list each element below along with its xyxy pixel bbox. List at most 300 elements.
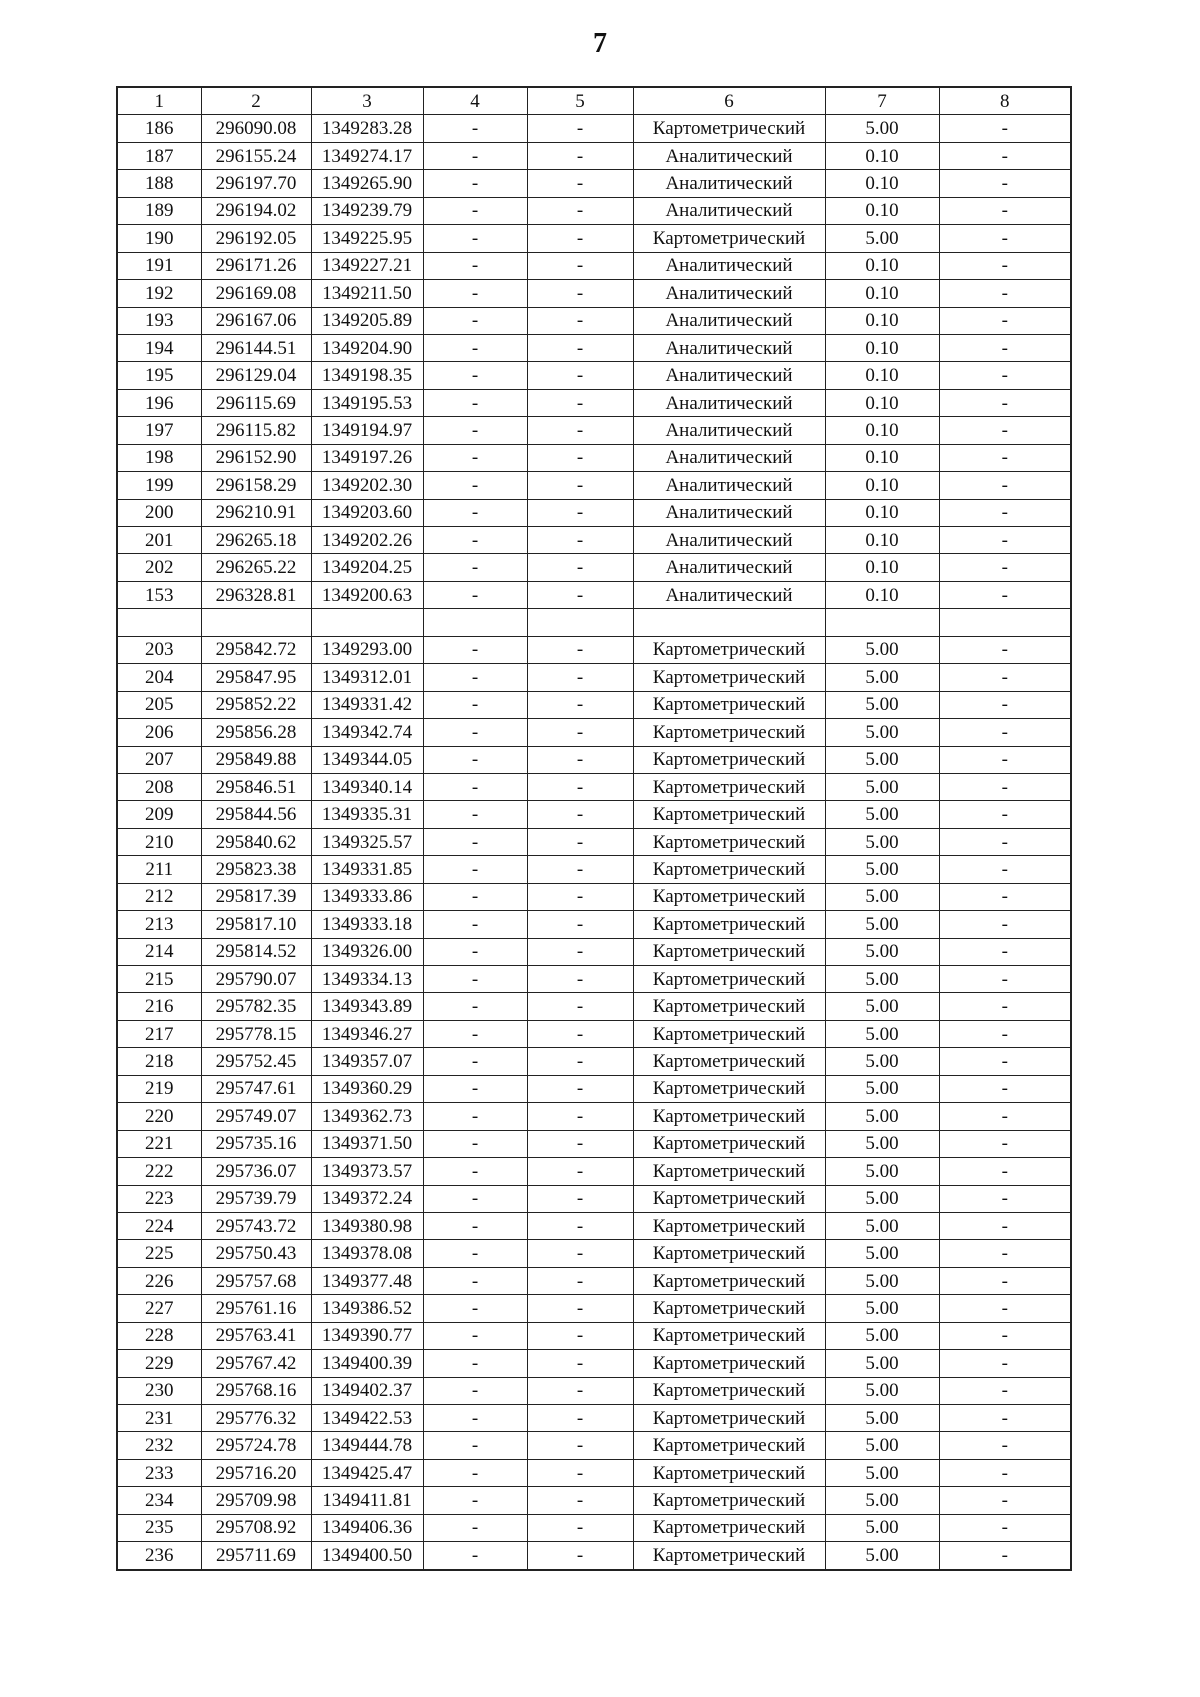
cell-accuracy: 5.00	[825, 1405, 939, 1432]
cell-col-4: -	[423, 170, 527, 197]
cell-x-coordinate: 296265.22	[201, 554, 311, 581]
cell-x-coordinate: 296167.06	[201, 307, 311, 334]
cell-col-4: -	[423, 444, 527, 471]
cell-col-4: -	[423, 499, 527, 526]
cell-col-4: -	[423, 1185, 527, 1212]
cell-y-coordinate: 1349197.26	[311, 444, 423, 471]
cell-x-coordinate: 295852.22	[201, 691, 311, 718]
cell-col-5: -	[527, 911, 633, 938]
cell-point-number: 197	[117, 417, 201, 444]
cell-col-5: -	[527, 1185, 633, 1212]
cell-y-coordinate: 1349202.26	[311, 527, 423, 554]
cell-method: Аналитический	[633, 252, 825, 279]
cell-col-8: -	[939, 1048, 1071, 1075]
cell-col-8: -	[939, 115, 1071, 142]
cell-x-coordinate: 295739.79	[201, 1185, 311, 1212]
cell-method: Аналитический	[633, 307, 825, 334]
cell-method: Картометрический	[633, 1020, 825, 1047]
cell-method: Картометрический	[633, 1185, 825, 1212]
cell-point-number: 233	[117, 1459, 201, 1486]
cell-point-number: 234	[117, 1487, 201, 1514]
cell-method: Картометрический	[633, 719, 825, 746]
cell-method: Картометрический	[633, 1350, 825, 1377]
table-row	[117, 472, 1071, 499]
cell-method: Аналитический	[633, 417, 825, 444]
cell-y-coordinate: 1349211.50	[311, 280, 423, 307]
cell-col-4: -	[423, 773, 527, 800]
cell-accuracy: 5.00	[825, 1158, 939, 1185]
cell-method: Картометрический	[633, 1048, 825, 1075]
cell-x-coordinate: 295817.10	[201, 911, 311, 938]
cell-col-5: -	[527, 856, 633, 883]
cell-y-coordinate: 1349326.00	[311, 938, 423, 965]
cell-point-number: 186	[117, 115, 201, 142]
cell-accuracy: 5.00	[825, 1267, 939, 1294]
cell-col-8: -	[939, 883, 1071, 910]
cell-col-5: -	[527, 664, 633, 691]
cell-col-8: -	[939, 719, 1071, 746]
cell-col-5: -	[527, 1103, 633, 1130]
cell-col-4: -	[423, 1322, 527, 1349]
cell-accuracy: 5.00	[825, 1542, 939, 1570]
cell-accuracy: 5.00	[825, 1212, 939, 1239]
cell-col-4: -	[423, 993, 527, 1020]
table-row	[117, 444, 1071, 471]
cell-method: Картометрический	[633, 1212, 825, 1239]
column-header-6: 6	[633, 87, 825, 115]
cell-col-5: -	[527, 252, 633, 279]
cell-accuracy: 0.10	[825, 581, 939, 608]
cell-point-number: 223	[117, 1185, 201, 1212]
cell-col-8: -	[939, 938, 1071, 965]
cell-col-5: -	[527, 1322, 633, 1349]
cell-y-coordinate: 1349400.39	[311, 1350, 423, 1377]
table-row	[117, 746, 1071, 773]
table-row	[117, 1322, 1071, 1349]
cell-col-4: -	[423, 966, 527, 993]
column-header-1: 1	[117, 87, 201, 115]
cell-y-coordinate: 1349333.86	[311, 883, 423, 910]
cell-col-8: -	[939, 636, 1071, 663]
table-row	[117, 1432, 1071, 1459]
cell-col-8: -	[939, 170, 1071, 197]
cell-col-4: -	[423, 938, 527, 965]
cell-y-coordinate: 1349225.95	[311, 225, 423, 252]
cell-x-coordinate: 295749.07	[201, 1103, 311, 1130]
cell-x-coordinate: 295776.32	[201, 1405, 311, 1432]
cell-point-number: 200	[117, 499, 201, 526]
cell-col-4: -	[423, 636, 527, 663]
cell-x-coordinate: 295814.52	[201, 938, 311, 965]
cell-method: Картометрический	[633, 1459, 825, 1486]
cell-col-8: -	[939, 1322, 1071, 1349]
cell-y-coordinate: 1349293.00	[311, 636, 423, 663]
cell-x-coordinate: 296152.90	[201, 444, 311, 471]
table-row	[117, 993, 1071, 1020]
cell-col-4: -	[423, 1267, 527, 1294]
cell-accuracy: 5.00	[825, 1377, 939, 1404]
table-row	[117, 1158, 1071, 1185]
cell-accuracy: 0.10	[825, 362, 939, 389]
cell-col-4: -	[423, 252, 527, 279]
cell-col-4: -	[423, 307, 527, 334]
cell-method: Картометрический	[633, 636, 825, 663]
cell-method: Картометрический	[633, 801, 825, 828]
cell-x-coordinate: 296265.18	[201, 527, 311, 554]
table-row	[117, 636, 1071, 663]
cell-point-number: 198	[117, 444, 201, 471]
cell-col-5: -	[527, 307, 633, 334]
cell-point-number	[117, 609, 201, 636]
cell-x-coordinate: 296197.70	[201, 170, 311, 197]
table-row	[117, 1075, 1071, 1102]
table-row	[117, 938, 1071, 965]
cell-point-number: 235	[117, 1514, 201, 1541]
cell-col-8: -	[939, 334, 1071, 361]
cell-method: Аналитический	[633, 142, 825, 169]
cell-x-coordinate: 295844.56	[201, 801, 311, 828]
cell-y-coordinate: 1349371.50	[311, 1130, 423, 1157]
cell-x-coordinate: 296144.51	[201, 334, 311, 361]
cell-col-5: -	[527, 1020, 633, 1047]
cell-method: Аналитический	[633, 197, 825, 224]
cell-col-8: -	[939, 1212, 1071, 1239]
table-row	[117, 115, 1071, 142]
cell-col-8: -	[939, 911, 1071, 938]
cell-col-5: -	[527, 225, 633, 252]
cell-x-coordinate: 296192.05	[201, 225, 311, 252]
cell-x-coordinate: 295736.07	[201, 1158, 311, 1185]
cell-accuracy: 0.10	[825, 472, 939, 499]
cell-col-8: -	[939, 280, 1071, 307]
cell-col-8: -	[939, 1103, 1071, 1130]
cell-accuracy: 5.00	[825, 225, 939, 252]
cell-y-coordinate: 1349343.89	[311, 993, 423, 1020]
cell-x-coordinate: 296115.82	[201, 417, 311, 444]
cell-x-coordinate: 296090.08	[201, 115, 311, 142]
cell-accuracy: 0.10	[825, 280, 939, 307]
cell-method: Картометрический	[633, 664, 825, 691]
cell-col-5: -	[527, 581, 633, 608]
cell-point-number: 225	[117, 1240, 201, 1267]
cell-y-coordinate: 1349203.60	[311, 499, 423, 526]
cell-col-4: -	[423, 1377, 527, 1404]
cell-x-coordinate: 295757.68	[201, 1267, 311, 1294]
cell-point-number: 153	[117, 581, 201, 608]
table-row	[117, 142, 1071, 169]
cell-col-8: -	[939, 197, 1071, 224]
cell-x-coordinate: 295761.16	[201, 1295, 311, 1322]
cell-col-8: -	[939, 362, 1071, 389]
cell-col-8: -	[939, 417, 1071, 444]
cell-col-5: -	[527, 280, 633, 307]
cell-col-4: -	[423, 1405, 527, 1432]
cell-col-4: -	[423, 1295, 527, 1322]
cell-x-coordinate: 295747.61	[201, 1075, 311, 1102]
cell-accuracy: 5.00	[825, 719, 939, 746]
cell-point-number: 195	[117, 362, 201, 389]
cell-accuracy: 5.00	[825, 1103, 939, 1130]
table-row	[117, 1267, 1071, 1294]
cell-y-coordinate: 1349342.74	[311, 719, 423, 746]
cell-accuracy: 5.00	[825, 1020, 939, 1047]
cell-col-5: -	[527, 334, 633, 361]
cell-col-8: -	[939, 1350, 1071, 1377]
table-row	[117, 417, 1071, 444]
cell-point-number: 216	[117, 993, 201, 1020]
cell-col-8: -	[939, 307, 1071, 334]
cell-col-8: -	[939, 773, 1071, 800]
cell-method: Картометрический	[633, 1075, 825, 1102]
cell-col-8: -	[939, 746, 1071, 773]
cell-col-4: -	[423, 472, 527, 499]
cell-col-4: -	[423, 1212, 527, 1239]
cell-col-5: -	[527, 1267, 633, 1294]
cell-x-coordinate: 295778.15	[201, 1020, 311, 1047]
column-header-2: 2	[201, 87, 311, 115]
cell-accuracy: 5.00	[825, 993, 939, 1020]
cell-point-number: 191	[117, 252, 201, 279]
cell-col-8: -	[939, 993, 1071, 1020]
cell-x-coordinate: 296115.69	[201, 389, 311, 416]
table-row	[117, 1020, 1071, 1047]
cell-method: Картометрический	[633, 1240, 825, 1267]
cell-point-number: 207	[117, 746, 201, 773]
cell-col-5: -	[527, 389, 633, 416]
table-row	[117, 252, 1071, 279]
cell-method: Картометрический	[633, 966, 825, 993]
cell-x-coordinate: 295711.69	[201, 1542, 311, 1570]
table-row	[117, 1048, 1071, 1075]
table-row	[117, 911, 1071, 938]
cell-col-5: -	[527, 636, 633, 663]
cell-y-coordinate: 1349400.50	[311, 1542, 423, 1570]
cell-x-coordinate: 295823.38	[201, 856, 311, 883]
cell-col-4: -	[423, 1350, 527, 1377]
cell-col-4: -	[423, 1459, 527, 1486]
cell-method: Аналитический	[633, 389, 825, 416]
cell-method: Картометрический	[633, 746, 825, 773]
table-row	[117, 883, 1071, 910]
table-row	[117, 1130, 1071, 1157]
cell-point-number: 189	[117, 197, 201, 224]
cell-accuracy: 5.00	[825, 911, 939, 938]
cell-col-8: -	[939, 1542, 1071, 1570]
cell-col-4: -	[423, 225, 527, 252]
cell-y-coordinate: 1349402.37	[311, 1377, 423, 1404]
table-row	[117, 334, 1071, 361]
cell-col-8: -	[939, 1267, 1071, 1294]
cell-col-8: -	[939, 664, 1071, 691]
cell-point-number: 209	[117, 801, 201, 828]
cell-col-4: -	[423, 1542, 527, 1570]
cell-y-coordinate: 1349325.57	[311, 828, 423, 855]
table-header-row	[117, 87, 1071, 115]
cell-accuracy: 5.00	[825, 115, 939, 142]
cell-col-5: -	[527, 1459, 633, 1486]
cell-col-5: -	[527, 1075, 633, 1102]
cell-method: Аналитический	[633, 499, 825, 526]
cell-point-number: 212	[117, 883, 201, 910]
cell-x-coordinate: 295763.41	[201, 1322, 311, 1349]
cell-x-coordinate: 296194.02	[201, 197, 311, 224]
cell-col-4: -	[423, 1432, 527, 1459]
coordinates-table	[116, 86, 1072, 1571]
cell-method: Картометрический	[633, 1514, 825, 1541]
cell-accuracy: 5.00	[825, 1350, 939, 1377]
table-row	[117, 307, 1071, 334]
cell-y-coordinate: 1349422.53	[311, 1405, 423, 1432]
cell-accuracy: 5.00	[825, 1048, 939, 1075]
cell-col-5: -	[527, 115, 633, 142]
cell-y-coordinate: 1349194.97	[311, 417, 423, 444]
cell-col-5: -	[527, 170, 633, 197]
cell-point-number: 215	[117, 966, 201, 993]
cell-accuracy: 5.00	[825, 938, 939, 965]
cell-y-coordinate: 1349200.63	[311, 581, 423, 608]
cell-col-5: -	[527, 1048, 633, 1075]
cell-accuracy: 5.00	[825, 883, 939, 910]
cell-y-coordinate: 1349227.21	[311, 252, 423, 279]
cell-accuracy: 5.00	[825, 1322, 939, 1349]
cell-method: Картометрический	[633, 1322, 825, 1349]
cell-col-5: -	[527, 883, 633, 910]
table-row	[117, 527, 1071, 554]
cell-x-coordinate: 295767.42	[201, 1350, 311, 1377]
cell-point-number: 188	[117, 170, 201, 197]
cell-point-number: 221	[117, 1130, 201, 1157]
cell-accuracy: 5.00	[825, 1240, 939, 1267]
column-header-5: 5	[527, 87, 633, 115]
cell-y-coordinate: 1349204.90	[311, 334, 423, 361]
cell-accuracy: 0.10	[825, 389, 939, 416]
table-row	[117, 719, 1071, 746]
cell-accuracy: 5.00	[825, 1432, 939, 1459]
table-row	[117, 170, 1071, 197]
cell-accuracy: 5.00	[825, 1514, 939, 1541]
table-row	[117, 691, 1071, 718]
cell-col-8: -	[939, 554, 1071, 581]
table-row	[117, 1377, 1071, 1404]
cell-accuracy: 5.00	[825, 1185, 939, 1212]
cell-accuracy: 0.10	[825, 554, 939, 581]
cell-y-coordinate: 1349386.52	[311, 1295, 423, 1322]
cell-y-coordinate: 1349265.90	[311, 170, 423, 197]
cell-col-5: -	[527, 1514, 633, 1541]
cell-y-coordinate: 1349411.81	[311, 1487, 423, 1514]
page-number: 7	[593, 28, 607, 59]
cell-col-4: -	[423, 554, 527, 581]
cell-point-number: 204	[117, 664, 201, 691]
cell-col-4: -	[423, 362, 527, 389]
cell-point-number: 190	[117, 225, 201, 252]
cell-point-number: 219	[117, 1075, 201, 1102]
cell-method: Аналитический	[633, 280, 825, 307]
cell-col-5: -	[527, 1542, 633, 1570]
cell-col-5: -	[527, 966, 633, 993]
table-row	[117, 1459, 1071, 1486]
cell-accuracy: 5.00	[825, 1459, 939, 1486]
cell-accuracy: 0.10	[825, 252, 939, 279]
cell-y-coordinate: 1349204.25	[311, 554, 423, 581]
table-body	[117, 87, 1071, 1570]
cell-method: Аналитический	[633, 170, 825, 197]
cell-col-4: -	[423, 691, 527, 718]
cell-x-coordinate: 295708.92	[201, 1514, 311, 1541]
cell-x-coordinate: 295768.16	[201, 1377, 311, 1404]
cell-col-8: -	[939, 444, 1071, 471]
cell-x-coordinate: 296328.81	[201, 581, 311, 608]
table-row	[117, 1542, 1071, 1570]
cell-col-8	[939, 609, 1071, 636]
cell-col-5: -	[527, 472, 633, 499]
cell-point-number: 211	[117, 856, 201, 883]
cell-col-5: -	[527, 938, 633, 965]
cell-col-4: -	[423, 856, 527, 883]
cell-y-coordinate: 1349202.30	[311, 472, 423, 499]
cell-point-number: 214	[117, 938, 201, 965]
cell-point-number: 227	[117, 1295, 201, 1322]
cell-col-4: -	[423, 883, 527, 910]
cell-col-5: -	[527, 1158, 633, 1185]
cell-x-coordinate: 295849.88	[201, 746, 311, 773]
cell-method: Картометрический	[633, 115, 825, 142]
cell-col-5: -	[527, 719, 633, 746]
cell-col-5: -	[527, 417, 633, 444]
cell-col-8: -	[939, 1158, 1071, 1185]
cell-col-5: -	[527, 1405, 633, 1432]
cell-point-number: 187	[117, 142, 201, 169]
cell-point-number: 236	[117, 1542, 201, 1570]
cell-accuracy: 0.10	[825, 417, 939, 444]
cell-x-coordinate: 295716.20	[201, 1459, 311, 1486]
cell-point-number: 218	[117, 1048, 201, 1075]
cell-col-8: -	[939, 472, 1071, 499]
cell-method: Картометрический	[633, 1103, 825, 1130]
cell-point-number: 194	[117, 334, 201, 361]
cell-y-coordinate: 1349333.18	[311, 911, 423, 938]
cell-col-5: -	[527, 1295, 633, 1322]
cell-method: Картометрический	[633, 883, 825, 910]
cell-col-4: -	[423, 115, 527, 142]
cell-col-4: -	[423, 1487, 527, 1514]
cell-method: Картометрический	[633, 1487, 825, 1514]
cell-point-number: 228	[117, 1322, 201, 1349]
cell-x-coordinate: 295840.62	[201, 828, 311, 855]
cell-col-4: -	[423, 1514, 527, 1541]
cell-x-coordinate: 296129.04	[201, 362, 311, 389]
cell-x-coordinate: 295735.16	[201, 1130, 311, 1157]
cell-accuracy: 5.00	[825, 966, 939, 993]
table-row	[117, 1514, 1071, 1541]
cell-col-8: -	[939, 581, 1071, 608]
cell-col-5: -	[527, 801, 633, 828]
cell-accuracy: 5.00	[825, 1487, 939, 1514]
cell-y-coordinate: 1349331.85	[311, 856, 423, 883]
cell-method: Картометрический	[633, 911, 825, 938]
cell-y-coordinate: 1349380.98	[311, 1212, 423, 1239]
cell-y-coordinate: 1349312.01	[311, 664, 423, 691]
cell-col-5: -	[527, 1487, 633, 1514]
table-row	[117, 1487, 1071, 1514]
cell-col-4: -	[423, 1130, 527, 1157]
cell-point-number: 222	[117, 1158, 201, 1185]
cell-col-4: -	[423, 746, 527, 773]
cell-point-number: 203	[117, 636, 201, 663]
cell-method: Картометрический	[633, 1405, 825, 1432]
cell-col-8: -	[939, 828, 1071, 855]
table-row	[117, 773, 1071, 800]
